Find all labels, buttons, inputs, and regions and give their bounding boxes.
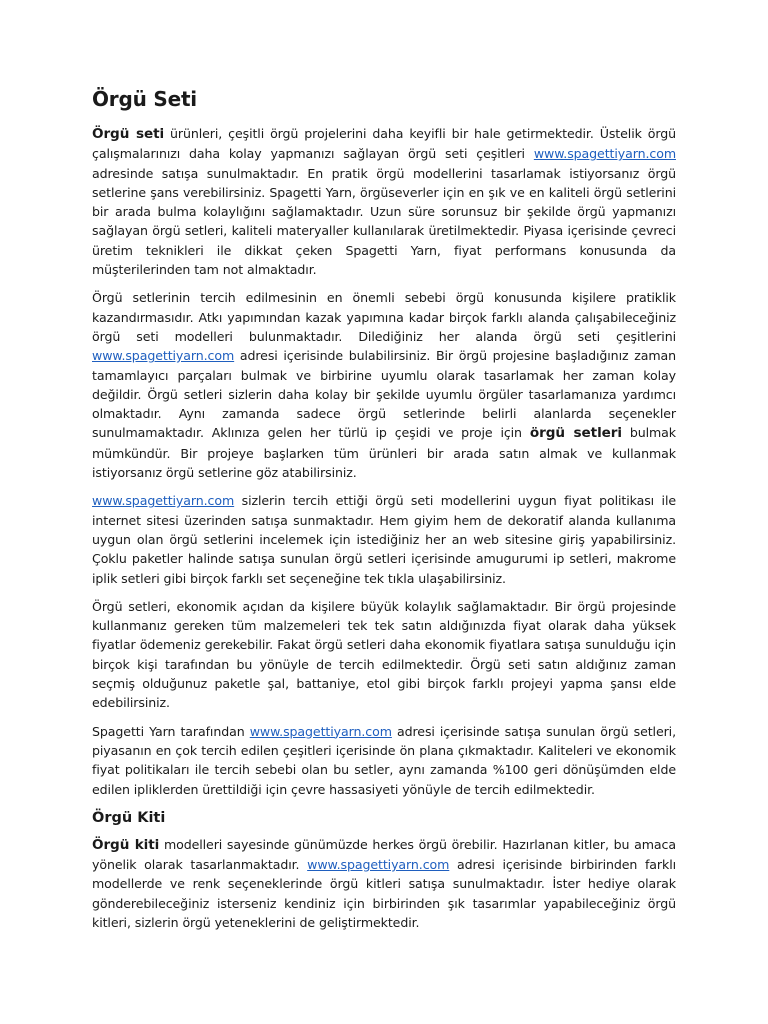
paragraph-text: Örgü setleri, ekonomik açıdan da kişilere büyük kolaylık sağlamaktadır. Bir örgü projesinde kullanmanız gereken tüm malzemeleri tek tek satın aldığınızda fiyat olarak daha yüksek fiyatlar ödemeniz gerekebilir. Fakat örgü setleri daha ekonomik fiyatlara satışa sunulduğu için birçok kişi tarafından bu yönüyle de tercih edilmektedir. Örgü seti satın aldığınız zaman seçmiş olduğunuz paketle şal, battaniye, etol gibi birçok farklı projeyi yapma şansı elde edebilirsiniz. xyxy=(92,598,676,711)
site-link[interactable]: www.spagettiyarn.com xyxy=(533,146,676,162)
section-heading: Örgü Kiti xyxy=(92,809,166,826)
site-link[interactable]: www.spagettiyarn.com xyxy=(307,857,450,873)
site-link[interactable]: www.spagettiyarn.com xyxy=(92,348,235,364)
site-link[interactable]: www.spagettiyarn.com xyxy=(92,493,235,509)
paragraph-4 xyxy=(92,597,676,713)
paragraph-text: adresi içerisinde birbirinden farklı modellerde ve renk seçeneklerinde örgü kitleri satışa sunulmaktadır. İster hediye olarak gönderebileceğiniz isterseniz kendiniz için birbirinden şık tasarımlar yapabileceğiniz örgü kitleri, sizlerin örgü yeteneklerini de geliştirmektedir. xyxy=(92,857,676,930)
page-title: Örgü Seti xyxy=(92,87,197,111)
paragraph-1 xyxy=(92,124,676,279)
bold-term: örgü setleri xyxy=(529,425,622,442)
paragraph-text: Spagetti Yarn tarafından xyxy=(92,723,250,739)
paragraph-2 xyxy=(92,288,676,482)
paragraph-6 xyxy=(92,835,676,932)
paragraph-text: sizlerin tercih ettiği örgü seti modellerini uygun fiyat politikası ile internet sitesi üzerinden satışa sunmaktadır. Hem giyim hem de dekoratif alanda kullanıma uygun olan örgü setlerini incelemek için istediğiniz her an web sitesine giriş yapabilirsiniz. Çoklu paketler halinde satışa sunulan örgü setleri içerisinde amugurumi ip setleri, makrome iplik setleri gibi birçok farklı set seçeneğine tek tıkla ulaşabilirsiniz. xyxy=(92,493,676,586)
bold-term: Örgü kiti xyxy=(92,836,160,853)
paragraph-text: adresi içerisinde bulabilirsiniz. Bir örgü projesine başladığınız zaman tamamlayıcı parçaları bulmak ve birbirine uyumlu olarak tasarlamak her zaman kolay değildir. Örgü setleri sizlerin daha kolay bir şekilde uyumlu örgüler tasarlamanıza yardımcı olmaktadır. Aynı zamanda sadece örgü setlerinde belirli alanlarda seçenekler sunulmamaktadır. Aklınıza gelen her türlü ip çeşidi ve proje için xyxy=(92,348,676,441)
site-link[interactable]: www.spagettiyarn.com xyxy=(249,723,392,739)
paragraph-text: modelleri sayesinde günümüzde herkes örgü örebilir. Hazırlanan kitler, bu amaca yönelik olarak tasarlanmaktadır. xyxy=(92,836,676,873)
paragraph-text: ürünleri, çeşitli örgü projelerini daha keyifli bir hale getirmektedir. Üstelik örgü çalışmalarınızı daha kolay yapmanızı sağlayan örgü seti çeşitleri xyxy=(92,126,676,162)
paragraph-text: adresinde satışa sunulmaktadır. En pratik örgü modellerini tasarlamak istiyorsanız örgü setlerine şans verebilirsiniz. Spagetti Yarn, örgüseverler için en şık ve en kaliteli örgü setlerini bir arada bulma kolaylığını sağlamaktadır. Uzun süre sorunsuz bir şekilde örgü yapmanızı sağlayan örgü setleri, kaliteli materyaller kullanılarak üretilmektedir. Piyasa içerisinde çevreci üretim teknikleri ile dikkat çeken Spagetti Yarn, fiyat performans konusunda da müşterilerinden tam not almaktadır. xyxy=(92,165,676,278)
paragraph-text: Örgü setlerinin tercih edilmesinin en önemli sebebi örgü konusunda kişilere pratiklik kazandırmasıdır. Atkı yapımından kazak yapımına kadar birçok farklı alanda çalışabileceğiniz örgü seti modelleri bulunmaktadır. Dilediğiniz her alanda örgü seti çeşitlerini xyxy=(92,290,676,344)
paragraph-text: bulmak mümkündür. Bir projeye başlarken tüm ürünleri bir arada satın almak ve kullanmak istiyorsanız örgü setlerine göz atabilirsiniz. xyxy=(92,425,676,481)
paragraph-text: adresi içerisinde satışa sunulan örgü setleri, piyasanın en çok tercih edilen çeşitleri içerisinde ön plana çıkmaktadır. Kaliteleri ve ekonomik fiyat politikaları ile tercih sebebi olan bu setler, aynı zamanda %100 geri dönüşümden elde edilen ipliklerden ürettildiği için çevre hassasiyeti yönüyle de tercih edilmektedir. xyxy=(92,723,676,797)
paragraph-5 xyxy=(92,722,676,799)
document-page xyxy=(92,86,676,941)
paragraph-3 xyxy=(92,491,676,587)
bold-term: Örgü seti xyxy=(92,126,165,142)
